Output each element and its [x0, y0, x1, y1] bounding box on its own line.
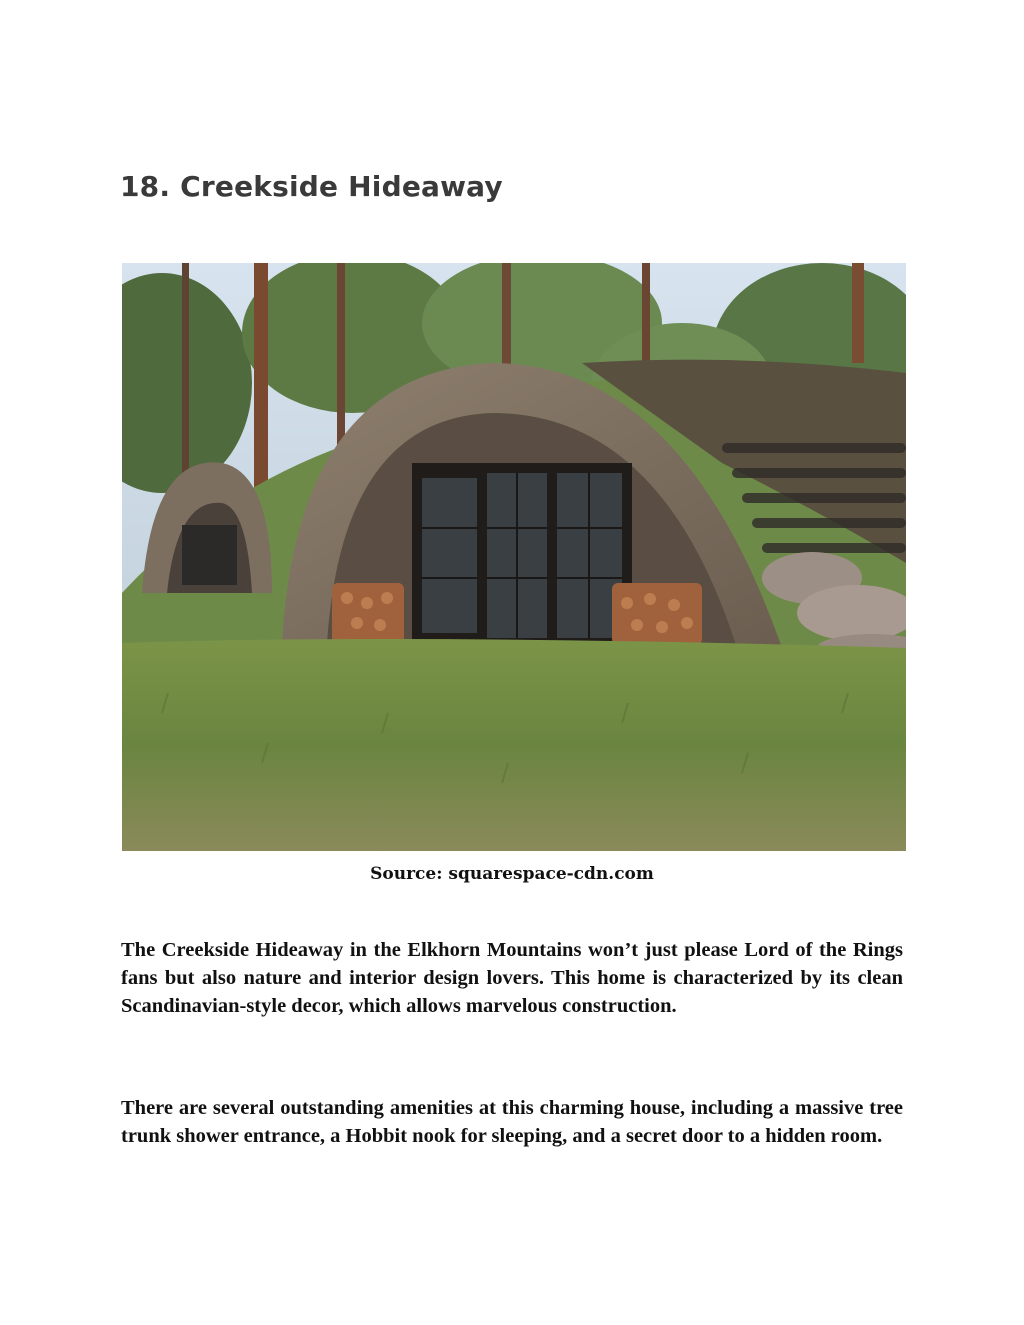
paragraph-amenities: There are several outstanding amenities at this charming house, including a massive tree trunk shower entrance, a Hobbit nook for sleeping, and a secret door to a hidden room. [121, 1097, 903, 1147]
paragraph-intro: The Creekside Hideaway in the Elkhorn Mountains won’t just please Lord of the Rings fans but also nature and interior design lovers. This home is characterized by its clean Scandinavian-style decor, which allows marvelous construction. [121, 939, 903, 1017]
article-heading: 18. Creekside Hideaway [120, 170, 503, 203]
image-caption: Source: squarespace-cdn.com [370, 864, 654, 884]
hobbit-house-photo [122, 263, 906, 851]
